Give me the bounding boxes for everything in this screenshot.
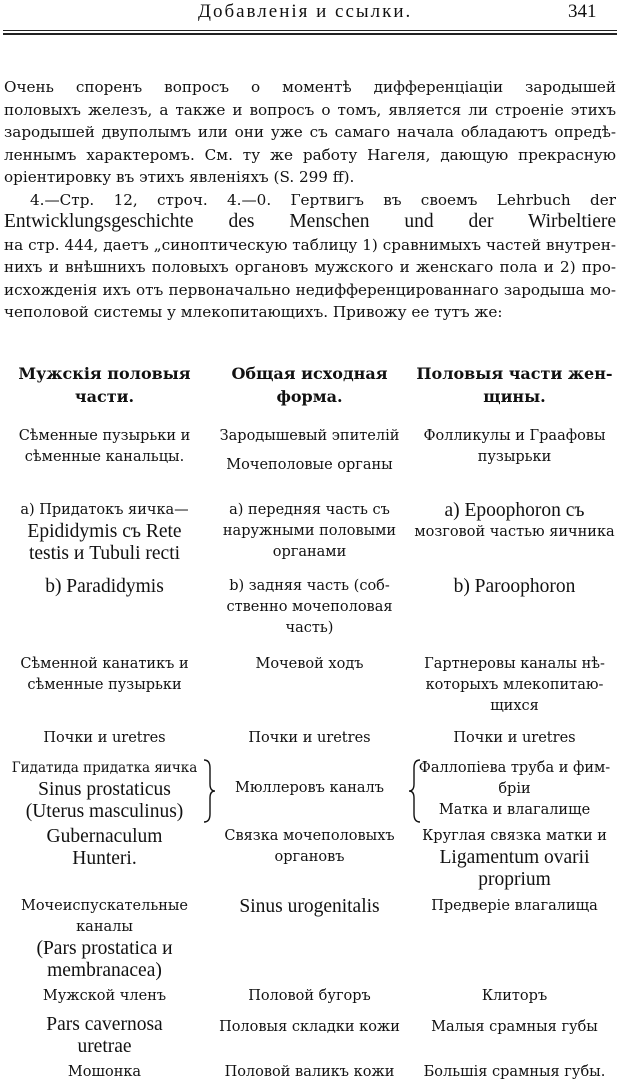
cell-male: Gubernaculum Hunteri. <box>46 826 163 869</box>
header-common: Общая исходная форма. <box>231 364 388 406</box>
cell-common: Мочевой ходъ <box>255 656 364 672</box>
cell-common: Половой валикъ кожи <box>224 1064 395 1080</box>
cell-common: Мюллеровъ каналъ <box>235 780 384 796</box>
cell-female: Фаллопіева труба и фим- бріи Матка и влагалище <box>418 760 611 818</box>
cell-common: а) передняя часть съ наружными половыми органами <box>222 502 397 560</box>
cell-common: b) задняя часть (соб- ственно мочеполовая часть) <box>226 578 393 636</box>
table-row <box>2 654 618 717</box>
cell-male: а) Придатокъ яичка— Epididymis съ Rete testis и Tubuli recti <box>20 502 189 564</box>
cell-male: Мужской членъ <box>42 988 167 1004</box>
cell-male: b) Paradidymis <box>45 576 164 597</box>
cell-male: Гидатида придатка яичка Sinus prostaticus (Uterus masculinus) <box>11 760 198 822</box>
table-row <box>2 426 618 476</box>
page-number: 341 <box>568 1 597 22</box>
cell-female: Предверіе влагалища <box>431 898 598 914</box>
cell-female: Клиторъ <box>481 988 548 1004</box>
brace-right-icon <box>202 758 216 824</box>
table-row <box>2 728 618 749</box>
table-row <box>2 1062 618 1083</box>
paragraph-1-line-2: половыхъ железъ, а также и вопросъ о томъ, является ли строеніе этихъ <box>4 100 616 119</box>
table-row <box>2 826 618 891</box>
cell-female: Почки и uretres <box>453 730 576 746</box>
paragraph-1-line-4: леннымъ характеромъ. См. ту же работу Нагеля, дающую прекрасную <box>4 145 616 164</box>
header-rule-thin <box>3 30 617 31</box>
paragraph-1-line-3: зародышей двуполымъ или они уже съ самаго начала обладаютъ опредѣ- <box>4 123 616 141</box>
cell-male: Мочеиспускательные каналы (Pars prostatica и membranacea) <box>20 898 189 981</box>
cell-common: Зародышевый эпителій Мочеполовые органы <box>219 428 400 473</box>
table-row <box>2 758 618 823</box>
table-header-row <box>2 362 618 408</box>
header-male: Мужскія половыя части. <box>18 364 191 406</box>
cell-male: Сѣменной канатикъ и сѣменные пузырьки <box>20 656 189 693</box>
body-text <box>4 76 616 324</box>
cell-female: Фолликулы и Граафовы пузырьки <box>423 428 606 465</box>
paragraph-1-line-5: оріентировку въ этихъ явленіяхъ (S. 299 ff). <box>4 168 355 186</box>
table-row <box>2 500 618 565</box>
cell-male: Pars cavernosa uretrae <box>46 1014 163 1057</box>
paragraph-2-line-3: на стр. 444, даетъ „синоптическую таблицу 1) сравнимыхъ частей внутрен- <box>4 235 616 254</box>
table-row <box>2 576 618 639</box>
paragraph-2-line-6: чеполовой системы у млекопитающихъ. Привожу ее тутъ же: <box>4 303 503 321</box>
table-row <box>2 986 618 1007</box>
cell-common: Связка мочеполовыхъ органовъ <box>224 828 395 865</box>
paragraph-2-line-2: Entwicklungsgeschichte des Menschen und der Wirbeltiere <box>4 211 616 232</box>
cell-common: Половыя складки кожи <box>219 1019 400 1035</box>
cell-male: Сѣменные пузырьки и сѣменные канальцы. <box>18 428 191 465</box>
table-row <box>2 1014 618 1058</box>
cell-female: Малыя срамныя губы <box>431 1019 598 1035</box>
cell-common: Sinus urogenitalis <box>239 896 380 917</box>
paragraph-2-line-5: исхожденія ихъ отъ первоначально недифференцированнаго зародыша мо- <box>4 280 616 299</box>
cell-female: Большія срамныя губы. <box>423 1064 606 1080</box>
brace-left-icon <box>408 758 422 824</box>
header-rule-thick <box>3 33 617 35</box>
cell-male: Почки и uretres <box>43 730 166 746</box>
running-title: Добавленія и ссылки. <box>198 1 413 22</box>
paragraph-2-line-1: 4.—Стр. 12, строч. 4.—0. Гертвигъ въ своемъ Lehrbuch der <box>30 190 616 209</box>
header-female: Половыя части жен- щины. <box>416 364 613 406</box>
paragraph-2-line-4: нихъ и внѣшнихъ половыхъ органовъ мужского и женскаго пола и 2) про- <box>4 258 616 276</box>
table-row <box>2 896 618 982</box>
cell-female: а) Epoophoron съ мозговой частью яичника <box>414 500 615 540</box>
cell-female: Круглая связка матки и Ligamentum ovarii proprium <box>422 828 607 890</box>
cell-female: Гартнеровы каналы нѣ- которыхъ млекопитаю- щихся <box>424 656 605 714</box>
paragraph-1-line-1: Очень споренъ вопросъ о моментѣ дифференціаціи зародышей <box>4 78 616 96</box>
cell-male: Мошонка <box>67 1064 142 1080</box>
cell-female: b) Paroophoron <box>453 576 576 597</box>
cell-common: Почки и uretres <box>248 730 371 746</box>
cell-common: Половой бугоръ <box>248 988 371 1004</box>
